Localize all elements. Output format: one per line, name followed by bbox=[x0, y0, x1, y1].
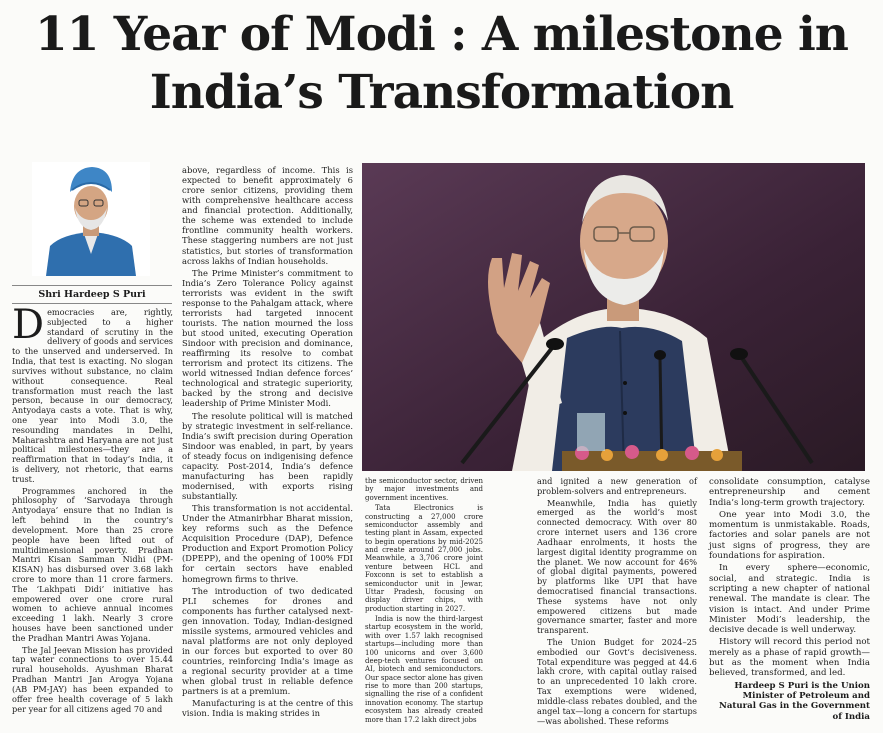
paragraph: Manufacturing is at the centre of this vision. India is making strides in bbox=[182, 698, 353, 719]
column-2 bbox=[182, 165, 353, 730]
paragraph: History will record this period not merely as a phase of rapid growth—but as the moment when India believed, transformed, and led. bbox=[709, 637, 870, 679]
paragraph: The resolute political will is matched by strategic investment in self-reliance. India’s swift precision during Operation Sindoor was enabled, in part, by years of steady focus on indigenising defence capacity. Post-2014, India’s defence manufacturing has been rapidly modernised, with exports rising substantially. bbox=[182, 410, 353, 501]
paragraph: above, regardless of income. This is expected to benefit approximately 6 crore senior citizens, providing them with comprehensive healthcare access and financial protection. Additionally, the scheme was extended to include frontline community health workers. These staggering numbers are not just statistics, but stories of transformation across lakhs of Indian households. bbox=[182, 165, 353, 266]
paragraph: Tata Electronics is constructing a 27,000 crore semiconductor assembly and testing plant in Assam, expected to begin operations by mid-2025 and create around 27,000 jobs. Meanwhile, a 3,706 crore joint venture between HCL and Foxconn is set to establish a semiconductor unit in Jewar, Uttar Pradesh, focusing on display driver chips, with production starting in 2027. bbox=[365, 504, 483, 613]
paragraph: consolidate consumption, catalyse entrepreneurship and cement India’s long-term growth trajectory. bbox=[709, 477, 870, 508]
paragraph: Programmes anchored in the philosophy of ‘Sarvodaya through Antyodaya’ ensure that no Indian is left behind in the country’s development. More than 25 crore people have been lifted out of multidimensional poverty. Pradhan Mantri Kisan Samman Nidhi (PM-KISAN) has disbursed over 3.68 lakh crore to more than 11 crore farmers. The ‘Lakhpati Didi’ initiative has empowered over one crore rural women to achieve annual incomes exceeding 1 lakh. Nearly 3 crore houses have been sanctioned under the Pradhan Mantri Awas Yojana. bbox=[12, 485, 173, 643]
paragraph: This transformation is not accidental. Under the Atmanirbhar Bharat mission, key reforms such as the Defence Acquisition Procedure (DAP), Defence Production and Export Promotion Policy (DPEPP), and the opening of 100% FDI for certain sectors have enabled homegrown firms to thrive. bbox=[182, 503, 353, 584]
drop-cap: D bbox=[12, 302, 45, 348]
headline-line-1: 11 Year of Modi : A milestone in bbox=[35, 7, 848, 62]
headline bbox=[0, 6, 883, 122]
paragraph: The Union Budget for 2024–25 embodied our Govt’s decisiveness. Total expenditure was pegged at 44.6 lakh crore, with capital outlay raised to an unprecedented 10 lakh crore. Tax exemptions were widened, middle-class rebates doubled, and the angel tax—long a concern for startups—was abolished. These reforms bbox=[537, 637, 697, 726]
author-caption: Shri Hardeep S Puri bbox=[12, 285, 172, 304]
paragraph: the semiconductor sector, driven by major investments and government incentives. bbox=[365, 477, 483, 502]
paragraph: Democracies are, rightly, subjected to a higher standard of scrutiny in the delivery of goods and services to the unserved and underserved. In India, that test is exacting. No slogan survives without substance, no claim without consequence. Real transformation must reach the last person, because in our democracy, Antyodaya casts a vote. That is why, one year into Modi 3.0, the resounding mandates in Delhi, Maharashtra and Haryana are not just political milestones—they are a reaffirmation that in today’s India, it is delivery, not rhetoric, that earns trust. bbox=[12, 302, 173, 484]
speaker-at-podium-photo-icon bbox=[362, 163, 865, 471]
paragraph: In every sphere—economic, social, and strategic. India is scripting a new chapter of national renewal. The mandate is clear. The vision is intact. And under Prime Minister Modi’s leadership, the decisive decade is well underway. bbox=[709, 563, 870, 636]
column-3 bbox=[365, 477, 483, 732]
paragraph: One year into Modi 3.0, the momentum is unmistakable. Roads, factories and solar panels are not just signs of progress, they are foundations for aspiration. bbox=[709, 509, 870, 562]
column-1 bbox=[12, 302, 173, 728]
author-portrait-icon bbox=[32, 162, 150, 276]
paragraph: Meanwhile, India has quietly emerged as the world’s most connected democracy. With over 80 crore internet users and 136 crore Aadhaar enrolments, it hosts the largest digital identity programme on the planet. We now account for 46% of global digital payments, powered by platforms like UPI that have democratised financial transactions. These systems have not only empowered citizens but made governance smarter, faster and more transparent. bbox=[537, 497, 697, 636]
paragraph: and ignited a new generation of problem-solvers and entrepreneurs. bbox=[537, 476, 697, 496]
column-5 bbox=[709, 477, 870, 732]
paragraph: India is now the third-largest startup ecosystem in the world, with over 1.57 lakh recognised startups—including more than 100 unicorns and over 3,600 deep-tech ventures focused on AI, biotech and semiconductors. Our space sector alone has given rise to more than 200 startups, signalling the rise of a confident innovation economy. The startup ecosystem has already created more than 17.2 lakh direct jobs bbox=[365, 615, 483, 724]
paragraph: The Prime Minister’s commitment to India’s Zero Tolerance Policy against terrorists was evident in the swift response to the Pahalgam attack, where terrorists had targeted innocent tourists. The nation mourned the loss but stood united, executing Operation Sindoor with precision and dominance, reaffirming its resolve to combat terrorism and protect its citizens. The world witnessed Indian defence forces’ technological and strategic superiority, backed by the strong and decisive leadership of Prime Minister Modi. bbox=[182, 267, 353, 409]
headline-line-2: India’s Transformation bbox=[149, 65, 734, 120]
column-4 bbox=[537, 477, 697, 732]
author-bio: Hardeep S Puri is the Union Minister of Petroleum and Natural Gas in the Government of India bbox=[719, 680, 870, 722]
paragraph: The Jal Jeevan Mission has provided tap water connections to over 15.44 rural households. Ayushman Bharat Pradhan Mantri Jan Arogya Yojana (AB PM-JAY) has been expanded to offer free health coverage of 5 lakh per year for all citizens aged 70 and bbox=[12, 644, 173, 714]
paragraph: The introduction of two dedicated PLI schemes for drones and components has further catalysed next-gen innovation. Today, Indian-designed missile systems, armoured vehicles and naval platforms are not only deployed in our forces but exported to over 80 countries, reinforcing India’s image as a regional security provider at a time when global trust in reliable defence partners is at a premium. bbox=[182, 585, 353, 697]
